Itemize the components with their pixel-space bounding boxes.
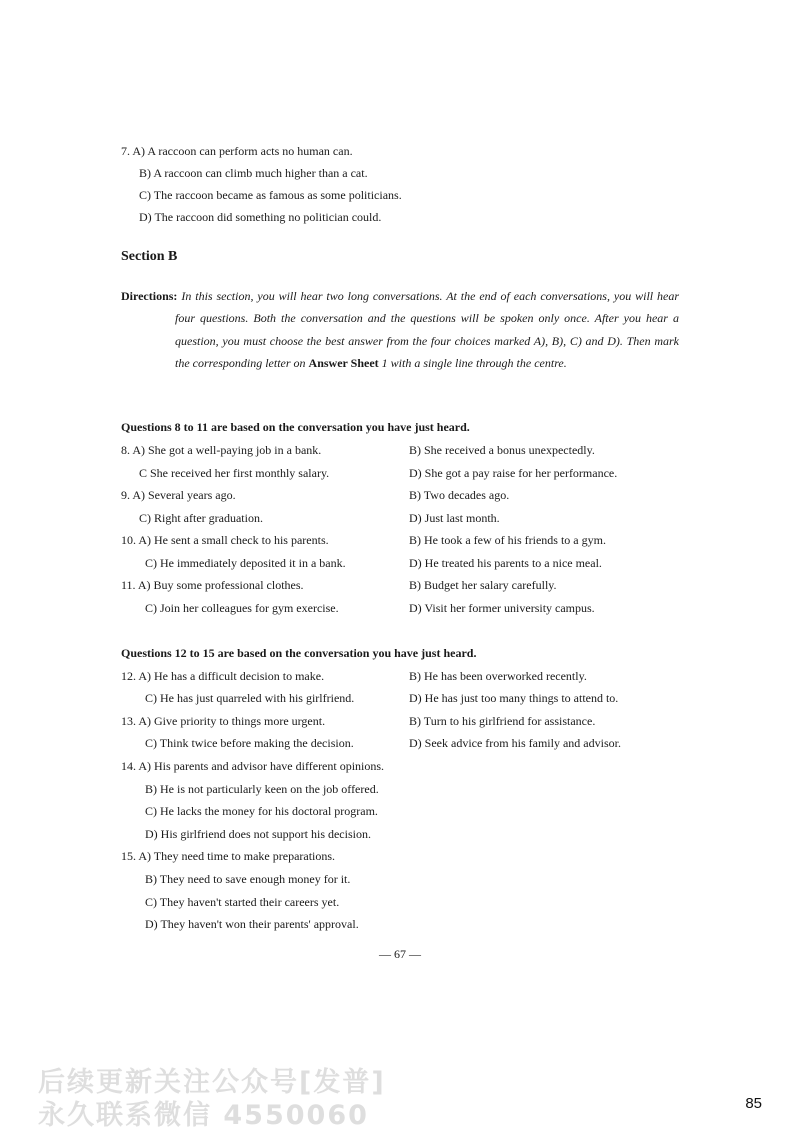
q10-option-d: D) He treated his parents to a nice meal. [409,556,602,570]
q9-option-c: C) Right after graduation. [139,511,263,525]
q15-option-b: B) They need to save enough money for it. [145,872,351,886]
q15-option-d: D) They haven't won their parents' approval. [145,917,359,931]
directions [121,285,679,375]
q10-option-c: C) He immediately deposited it in a bank. [145,556,346,570]
directions-text-2: 1 with a single line through the centre. [378,356,567,371]
q9-option-a: 9. A) Several years ago. [121,488,236,502]
q12-option-d: D) He has just too many things to attend to. [409,691,619,705]
q11-option-a: 11. A) Buy some professional clothes. [121,578,304,592]
q10-option-b: B) He took a few of his friends to a gym. [409,533,606,547]
q15-option-a: 15. A) They need time to make preparations. [121,849,336,863]
q13-option-d: D) Seek advice from his family and advisor. [409,736,621,750]
watermark-line-1: 后续更新关注公众号[发普] [38,1067,386,1098]
q14-option-c: C) He lacks the money for his doctoral program. [145,804,378,818]
q7-option-a: 7. A) A raccoon can perform acts no human can. [121,144,353,158]
q11-option-c: C) Join her colleagues for gym exercise. [145,601,339,615]
directions-label: Directions: [121,289,178,303]
q13-option-b: B) Turn to his girlfriend for assistance. [409,714,596,728]
q13-option-c: C) Think twice before making the decision. [145,736,354,750]
group2-heading: Questions 12 to 15 are based on the conversation you have just heard. [121,646,477,660]
q13-option-a: 13. A) Give priority to things more urgent. [121,714,326,728]
q9-option-b: B) Two decades ago. [409,488,510,502]
q7-option-c: C) The raccoon became as famous as some politicians. [139,188,402,202]
section-title: Section B [121,249,178,264]
q12-option-b: B) He has been overworked recently. [409,669,587,683]
answer-sheet-label: Answer Sheet [308,356,379,371]
q14-option-d: D) His girlfriend does not support his decision. [145,827,371,841]
directions-text-1: In this section, you will hear two long conversations. At the end of each conversations, you will hear four questions. Both the conversation and the questions will be spoken only once. After you hear a question, you must choose the best answer from the four choices marked A), B), C) and D). Then mark the corresponding letter on [175,289,680,371]
q8-option-c: C She received her first monthly salary. [139,466,330,480]
q8-option-a: 8. A) She got a well-paying job in a bank. [121,443,322,457]
q11-option-d: D) Visit her former university campus. [409,601,595,615]
q7-option-d: D) The raccoon did something no politician could. [139,210,382,224]
q7-option-b: B) A raccoon can climb much higher than a cat. [139,166,368,180]
q9-option-d: D) Just last month. [409,511,500,525]
q12-option-a: 12. A) He has a difficult decision to make. [121,669,325,683]
corner-page-number: 85 [745,1095,762,1112]
page-number: — 67 — [379,947,421,961]
q14-option-a: 14. A) His parents and advisor have different opinions. [121,759,385,773]
q10-option-a: 10. A) He sent a small check to his parents. [121,533,329,547]
q11-option-b: B) Budget her salary carefully. [409,578,557,592]
watermark-line-2: 永久联系微信 4550060 [38,1100,369,1131]
q8-option-d: D) She got a pay raise for her performance. [409,466,618,480]
q12-option-c: C) He has just quarreled with his girlfriend. [145,691,355,705]
q15-option-c: C) They haven't started their careers yet. [145,895,340,909]
group1-heading: Questions 8 to 11 are based on the conversation you have just heard. [121,420,470,434]
q8-option-b: B) She received a bonus unexpectedly. [409,443,595,457]
q14-option-b: B) He is not particularly keen on the job offered. [145,782,379,796]
